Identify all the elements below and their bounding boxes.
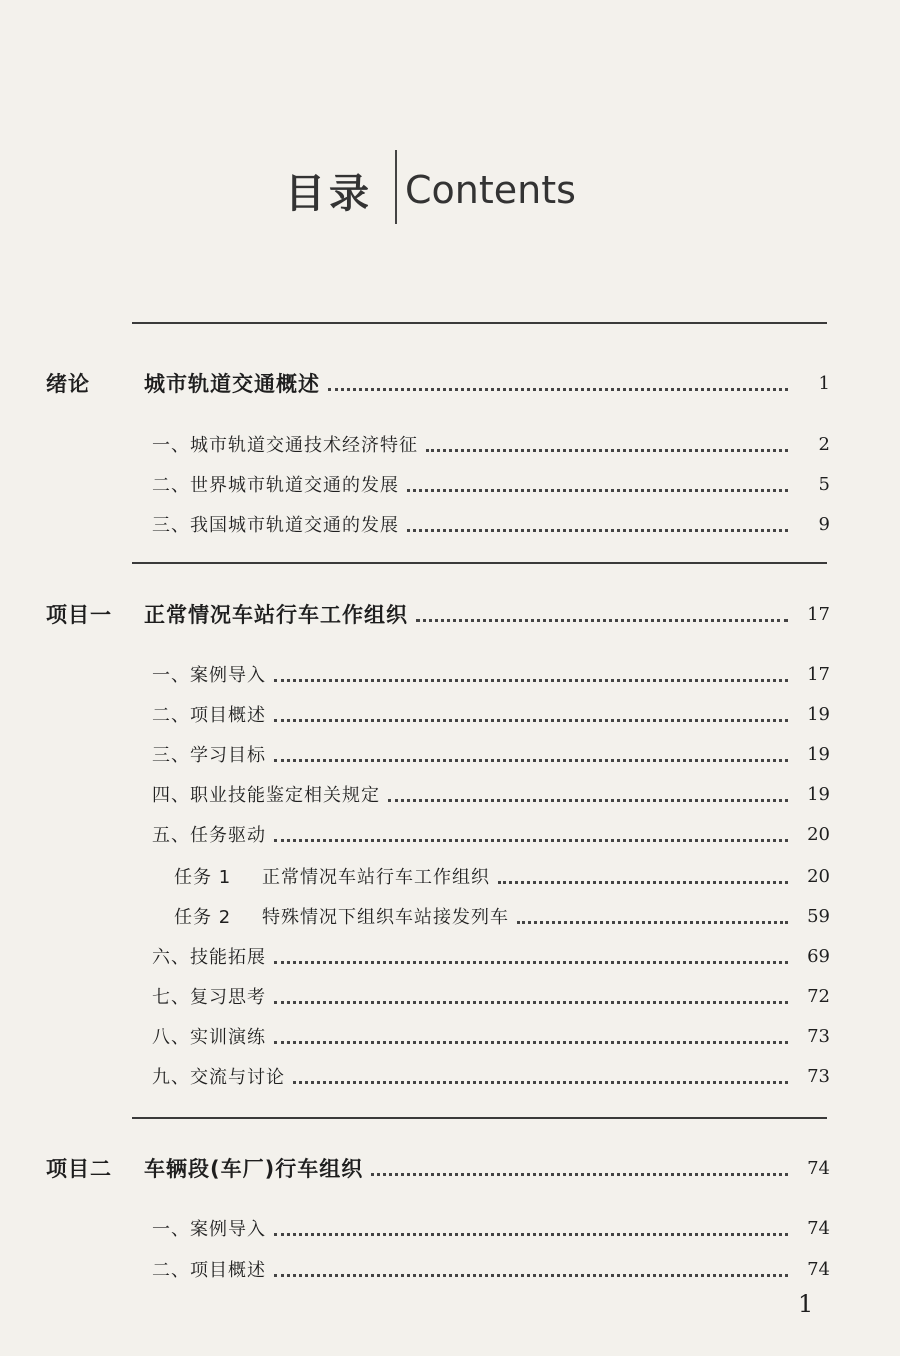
title-chinese: 目录 [285, 170, 373, 217]
toc-section[interactable] [152, 699, 830, 729]
toc-section[interactable] [152, 659, 830, 689]
dot-leader [498, 881, 788, 884]
page-ref: 74 [807, 1258, 830, 1280]
dot-leader [274, 679, 788, 682]
dot-leader [274, 759, 788, 762]
page-ref: 17 [807, 663, 830, 685]
dot-leader [274, 961, 788, 964]
dot-leader [416, 619, 788, 622]
toc-section[interactable] [152, 469, 830, 499]
section-label: 五、任务驱动 [152, 825, 266, 846]
dot-leader [274, 839, 788, 842]
page-ref: 19 [807, 743, 830, 765]
page-ref: 20 [807, 865, 830, 887]
toc-section[interactable] [152, 739, 830, 769]
page-ref: 72 [807, 985, 830, 1007]
toc-chapter-intro[interactable] [46, 368, 830, 398]
dot-leader [371, 1173, 788, 1176]
divider-rule [132, 562, 827, 564]
divider-rule [132, 1117, 827, 1119]
chapter-head: 项目一 [46, 603, 112, 627]
dot-leader [426, 449, 788, 452]
dot-leader [274, 1274, 788, 1277]
page-ref: 9 [818, 513, 830, 535]
page-ref: 19 [807, 703, 830, 725]
page-ref: 20 [807, 823, 830, 845]
toc-task[interactable] [174, 901, 830, 931]
chapter-head: 绪论 [46, 372, 90, 396]
toc-section[interactable] [152, 1061, 830, 1091]
page-ref: 73 [807, 1065, 830, 1087]
dot-leader [293, 1081, 788, 1084]
toc-section[interactable] [152, 1213, 830, 1243]
page-ref: 19 [807, 783, 830, 805]
toc-section[interactable] [152, 429, 830, 459]
task-label: 特殊情况下组织车站接发列车 [262, 907, 509, 928]
title-english: Contents [405, 168, 576, 212]
dot-leader [407, 529, 788, 532]
toc-section[interactable] [152, 981, 830, 1011]
toc-section[interactable] [152, 1021, 830, 1051]
chapter-title: 城市轨道交通概述 [144, 372, 320, 396]
dot-leader [274, 1041, 788, 1044]
section-label: 二、项目概述 [152, 705, 266, 726]
divider-rule [132, 322, 827, 324]
section-label: 八、实训演练 [152, 1027, 266, 1048]
chapter-title: 车辆段(车厂)行车组织 [144, 1157, 364, 1181]
toc-section[interactable] [152, 1254, 830, 1284]
toc-section[interactable] [152, 819, 830, 849]
title-divider [395, 150, 397, 224]
section-label: 二、世界城市轨道交通的发展 [152, 475, 399, 496]
page-ref: 73 [807, 1025, 830, 1047]
dot-leader [517, 921, 788, 924]
dot-leader [274, 1001, 788, 1004]
section-label: 三、学习目标 [152, 745, 266, 766]
toc-chapter-project-2[interactable] [46, 1153, 830, 1183]
toc-section[interactable] [152, 941, 830, 971]
dot-leader [407, 489, 788, 492]
toc-section[interactable] [152, 509, 830, 539]
section-label: 一、城市轨道交通技术经济特征 [152, 435, 418, 456]
toc-section[interactable] [152, 779, 830, 809]
toc-chapter-project-1[interactable] [46, 599, 830, 629]
dot-leader [388, 799, 788, 802]
task-number: 任务 1 [174, 867, 232, 888]
page-ref: 17 [807, 603, 830, 625]
page-ref: 69 [807, 945, 830, 967]
section-label: 九、交流与讨论 [152, 1067, 285, 1088]
chapter-head: 项目二 [46, 1157, 112, 1181]
section-label: 六、技能拓展 [152, 947, 266, 968]
chapter-title: 正常情况车站行车工作组织 [144, 603, 408, 627]
section-label: 一、案例导入 [152, 665, 266, 686]
dot-leader [328, 388, 788, 391]
page-ref: 1 [818, 372, 830, 394]
page-ref: 74 [807, 1157, 830, 1179]
page-ref: 2 [818, 433, 830, 455]
page-ref: 74 [807, 1217, 830, 1239]
section-label: 七、复习思考 [152, 987, 266, 1008]
dot-leader [274, 1233, 788, 1236]
toc-title [285, 150, 576, 230]
section-label: 一、案例导入 [152, 1219, 266, 1240]
toc-task[interactable] [174, 861, 830, 891]
task-label: 正常情况车站行车工作组织 [262, 867, 490, 888]
dot-leader [274, 719, 788, 722]
page-ref: 5 [818, 473, 830, 495]
section-label: 四、职业技能鉴定相关规定 [152, 785, 380, 806]
section-label: 二、项目概述 [152, 1260, 266, 1281]
page-ref: 59 [807, 905, 830, 927]
section-label: 三、我国城市轨道交通的发展 [152, 515, 399, 536]
task-number: 任务 2 [174, 907, 232, 928]
page-number: 1 [798, 1290, 814, 1318]
